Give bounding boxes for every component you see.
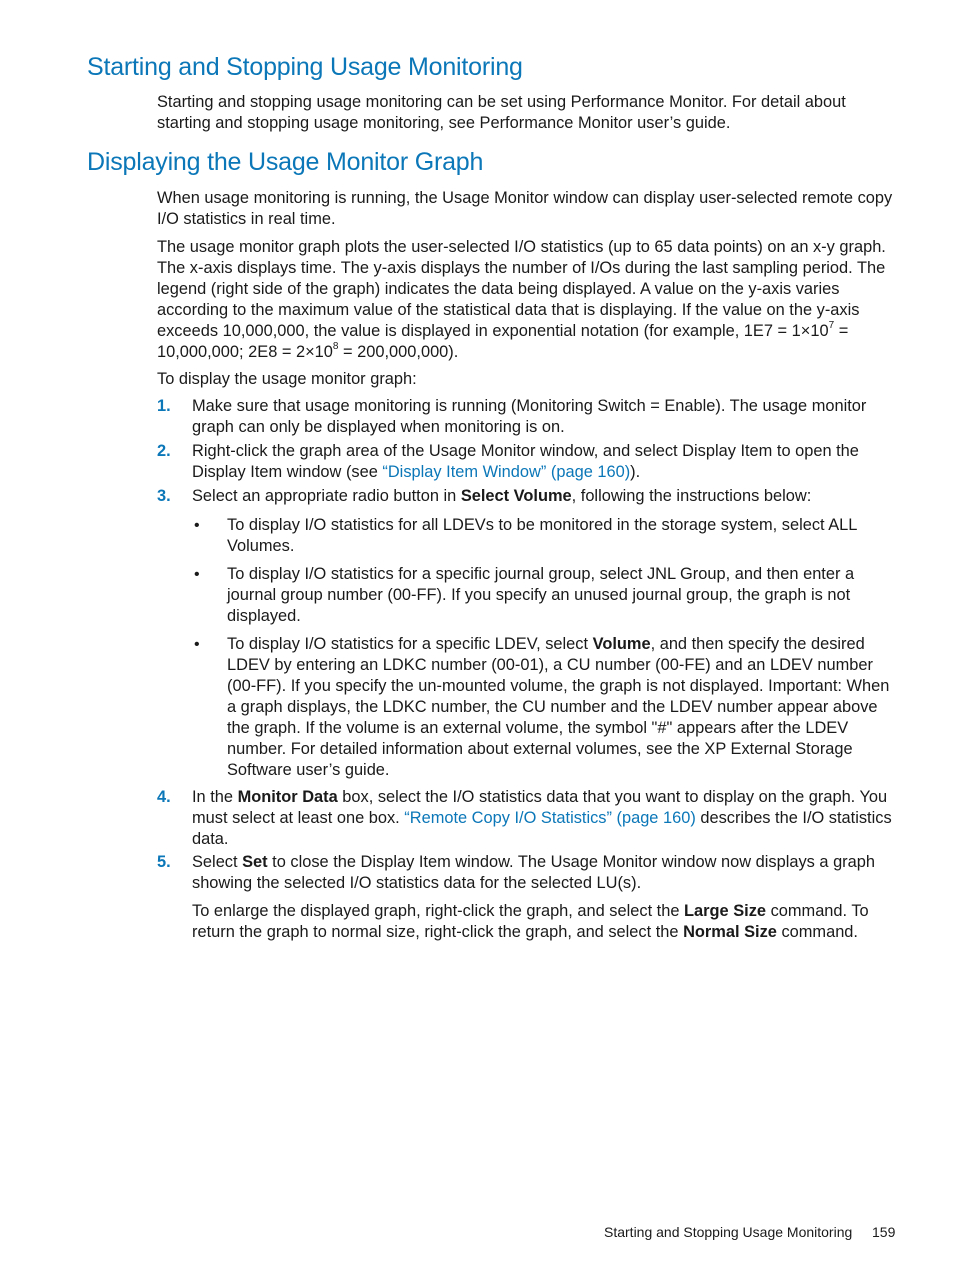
step-1-text: Make sure that usage monitoring is running (Monitoring Switch = Enable). The usage monitor graph can only be displayed when monitoring is on. <box>192 397 867 436</box>
footer-section-title: Starting and Stopping Usage Monitoring <box>604 1224 853 1240</box>
paragraph-intro: When usage monitoring is running, the Usage Monitor window can display user-selected remote copy I/O statistics in real time. <box>157 189 893 228</box>
step-4-text-b: box, select the I/O statistics data that you want to display on the graph. You must select at least one box. <box>192 788 888 827</box>
step-4-text <box>192 787 902 850</box>
step-4-bold-monitor-data: Monitor Data <box>237 788 338 806</box>
paragraph-enlarge-graph <box>192 901 902 943</box>
step-1-number: 1. <box>157 397 171 415</box>
bullet-3-text <box>227 634 902 781</box>
link-remote-copy-io-statistics[interactable]: “Remote Copy I/O Statistics” (page 160) <box>404 809 696 827</box>
enlarge-bold-large-size: Large Size <box>684 902 767 920</box>
bullet-3-mark: • <box>194 636 200 653</box>
step-5-bold-set: Set <box>242 853 268 871</box>
step-5-text-b: to close the Display Item window. The Usage Monitor window now displays a graph showing the selected I/O statistics data for the selected LU(s). <box>192 853 875 892</box>
step-5-number: 5. <box>157 853 171 871</box>
bullet-1-text: To display I/O statistics for all LDEVs to be monitored in the storage system, select ALL Volumes. <box>227 516 857 555</box>
enlarge-bold-normal-size: Normal Size <box>683 923 777 941</box>
bullet-3-text-a: To display I/O statistics for a specific LDEV, select <box>227 635 593 653</box>
step-5-text <box>192 852 902 894</box>
enlarge-text-b: command. To return the graph to normal size, right-click the graph, and select the <box>192 902 869 941</box>
step-3-text <box>192 486 902 507</box>
step-3-text-b: , following the instructions below: <box>571 487 812 505</box>
heading-displaying-graph: Displaying the Usage Monitor Graph <box>87 148 484 176</box>
heading-starting-stopping: Starting and Stopping Usage Monitoring <box>87 53 523 81</box>
step-4-text-c: describes the I/O statistics data. <box>192 809 892 848</box>
step-2-number: 2. <box>157 442 171 460</box>
paragraph-starting-stopping: Starting and stopping usage monitoring can be set using Performance Monitor. For detail about starting and stopping usage monitoring, see Performance Monitor user’s guide. <box>157 93 846 132</box>
footer-page-number: 159 <box>872 1224 896 1240</box>
enlarge-text-c: command. <box>776 923 858 941</box>
bullet-2-mark: • <box>194 566 200 583</box>
step-2-text <box>192 441 902 483</box>
step-4-number: 4. <box>157 788 171 806</box>
step-3-text-a: Select an appropriate radio button in <box>192 487 461 505</box>
bullet-3-text-b: , and then specify the desired LDEV by entering an LDKC number (00-01), a CU number (00-FE) and an LDEV number (00-FF). If you specify the un-mounted volume, the graph is not displayed. Important: When a graph displays, the LDKC number, the CU number and the LDEV number appear above the graph. If the volume is an external volume, the symbol "#" appears after the LDEV number. For detailed information about external volumes, see the XP External Storage Software user’s guide. <box>227 635 890 779</box>
step-4-text-a: In the <box>192 788 238 806</box>
paragraph-to-display: To display the usage monitor graph: <box>157 370 417 388</box>
enlarge-text-a: To enlarge the displayed graph, right-click the graph, and select the <box>192 902 685 920</box>
superscript-7: 7 <box>828 319 835 331</box>
paragraph-graph-description <box>157 237 902 363</box>
link-display-item-window[interactable]: “Display Item Window” (page 160) <box>382 463 631 481</box>
graph-text-c: = 200,000,000). <box>338 343 459 361</box>
superscript-8: 8 <box>332 340 339 352</box>
step-5-text-a: Select <box>192 853 243 871</box>
step-3-bold-select-volume: Select Volume <box>460 487 572 505</box>
step-2-text-a: Right-click the graph area of the Usage Monitor window, and select Display Item to open the Display Item window (see <box>192 442 859 481</box>
step-2-text-b: ). <box>630 463 641 481</box>
graph-text-b: = 10,000,000; 2E8 = 2×10 <box>157 322 849 361</box>
graph-text-a: The usage monitor graph plots the user-selected I/O statistics (up to 65 data points) on an x-y graph. The x-axis displays time. The y-axis displays the number of I/Os during the last sampling period. The legend (right side of the graph) indicates the data being displayed. A value on the y-axis varies according to the maximum value of the statistical data that is displaying. If the value on the y-axis exceeds 10,000,000, the value is displayed in exponential notation (for example, 1E7 = 1×10 <box>157 238 886 340</box>
step-3-number: 3. <box>157 487 171 505</box>
bullet-3-bold-volume: Volume <box>592 635 651 653</box>
bullet-2-text: To display I/O statistics for a specific journal group, select JNL Group, and then enter a journal group number (00-FF). If you specify an unused journal group, the graph is not displayed. <box>227 565 855 625</box>
bullet-1-mark: • <box>194 517 200 534</box>
